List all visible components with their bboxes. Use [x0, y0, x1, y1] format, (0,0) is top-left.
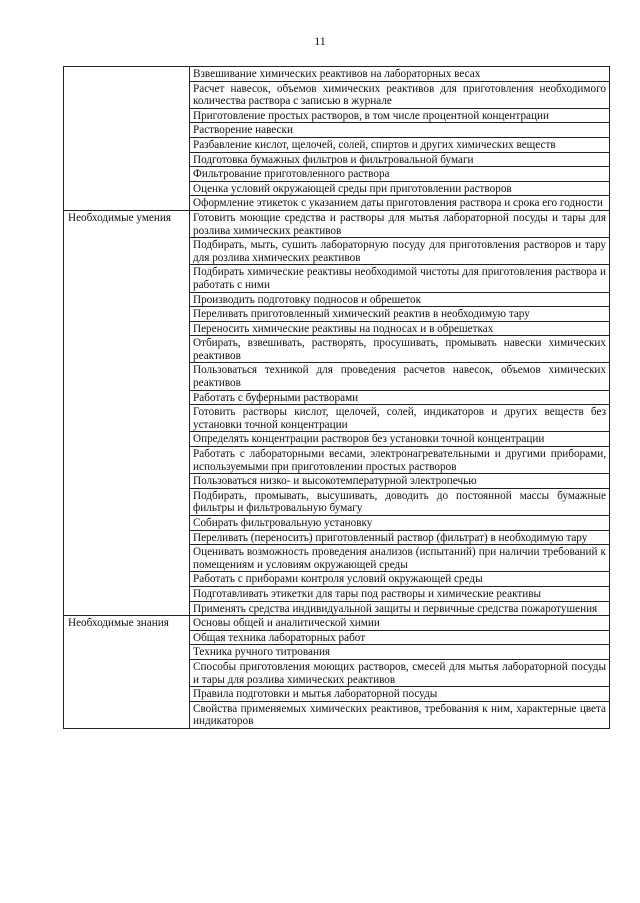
table-cell: Собирать фильтровальную установку	[190, 516, 610, 531]
page-number: 11	[314, 34, 326, 48]
table-cell: Определять концентрации растворов без установки точной концентрации	[190, 432, 610, 447]
table-cell: Пользоваться техникой для проведения расчетов навесок, объемов химических реактивов	[190, 363, 610, 390]
table-row	[64, 67, 610, 82]
table-cell: Подбирать, промывать, высушивать, доводить до постоянной массы бумажные фильтры и фильтровальную бумагу	[190, 488, 610, 515]
table-cell: Переливать (переносить) приготовленный раствор (фильтрат) в необходимую тару	[190, 530, 610, 545]
table-cell: Переносить химические реактивы на подносах и в обрешетках	[190, 321, 610, 336]
table-cell: Работать с лабораторными весами, электронагревательными и другими приборами, используемыми при приготовлении простых растворов	[190, 447, 610, 474]
table-cell: Отбирать, взвешивать, растворять, просушивать, промывать навески химических реактивов	[190, 336, 610, 363]
table-cell: Свойства применяемых химических реактивов, требования к ним, характерные цвета индикаторов	[190, 701, 610, 728]
table-cell: Общая техника лабораторных работ	[190, 630, 610, 645]
table-cell: Фильтрование приготовленного раствора	[190, 167, 610, 182]
table-cell: Производить подготовку подносов и обрешеток	[190, 292, 610, 307]
table-cell: Пользоваться низко- и высокотемпературной электропечью	[190, 474, 610, 489]
section-label: Необходимые знания	[64, 616, 190, 729]
table-cell: Готовить растворы кислот, щелочей, солей, индикаторов и других веществ без установки точной концентрации	[190, 405, 610, 432]
table-cell: Подбирать, мыть, сушить лабораторную посуду для приготовления растворов и тару для розлива химических реактивов	[190, 238, 610, 265]
table-cell: Техника ручного титрования	[190, 645, 610, 660]
table-cell: Способы приготовления моющих растворов, смесей для мытья лабораторной посуды и тары для розлива химических реактивов	[190, 659, 610, 686]
table-cell: Работать с приборами контроля условий окружающей среды	[190, 572, 610, 587]
section-label: Необходимые умения	[64, 210, 190, 615]
table-cell: Подготовка бумажных фильтров и фильтровальной бумаги	[190, 152, 610, 167]
table-cell: Оформление этикеток с указанием даты приготовления раствора и срока его годности	[190, 196, 610, 211]
table-cell: Приготовление простых растворов, в том числе процентной концентрации	[190, 108, 610, 123]
table-cell: Правила подготовки и мытья лабораторной посуды	[190, 687, 610, 702]
table-cell: Готовить моющие средства и растворы для мытья лабораторной посуды и тары для розлива химических реактивов	[190, 210, 610, 237]
table-row	[64, 616, 610, 631]
requirements-table	[63, 66, 610, 729]
table-cell: Работать с буферными растворами	[190, 390, 610, 405]
table-cell: Расчет навесок, объемов химических реактивов для приготовления необходимого количества раствора с записью в журнале	[190, 81, 610, 108]
table-cell: Растворение навески	[190, 123, 610, 138]
requirements-table-body	[64, 67, 610, 729]
section-label	[64, 67, 190, 211]
table-cell: Применять средства индивидуальной защиты и первичные средства пожаротушения	[190, 601, 610, 616]
table-row	[64, 210, 610, 237]
table-cell: Подготавливать этикетки для тары под растворы и химические реактивы	[190, 586, 610, 601]
table-cell: Разбавление кислот, щелочей, солей, спиртов и других химических веществ	[190, 137, 610, 152]
table-cell: Оценивать возможность проведения анализов (испытаний) при наличии требований к помещениям и условиям окружающей среды	[190, 545, 610, 572]
table-cell: Взвешивание химических реактивов на лабораторных весах	[190, 67, 610, 82]
table-cell: Основы общей и аналитической химии	[190, 616, 610, 631]
table-cell: Переливать приготовленный химический реактив в необходимую тару	[190, 307, 610, 322]
table-cell: Оценка условий окружающей среды при приготовлении растворов	[190, 181, 610, 196]
table-cell: Подбирать химические реактивы необходимой чистоты для приготовления раствора и работать с ними	[190, 265, 610, 292]
